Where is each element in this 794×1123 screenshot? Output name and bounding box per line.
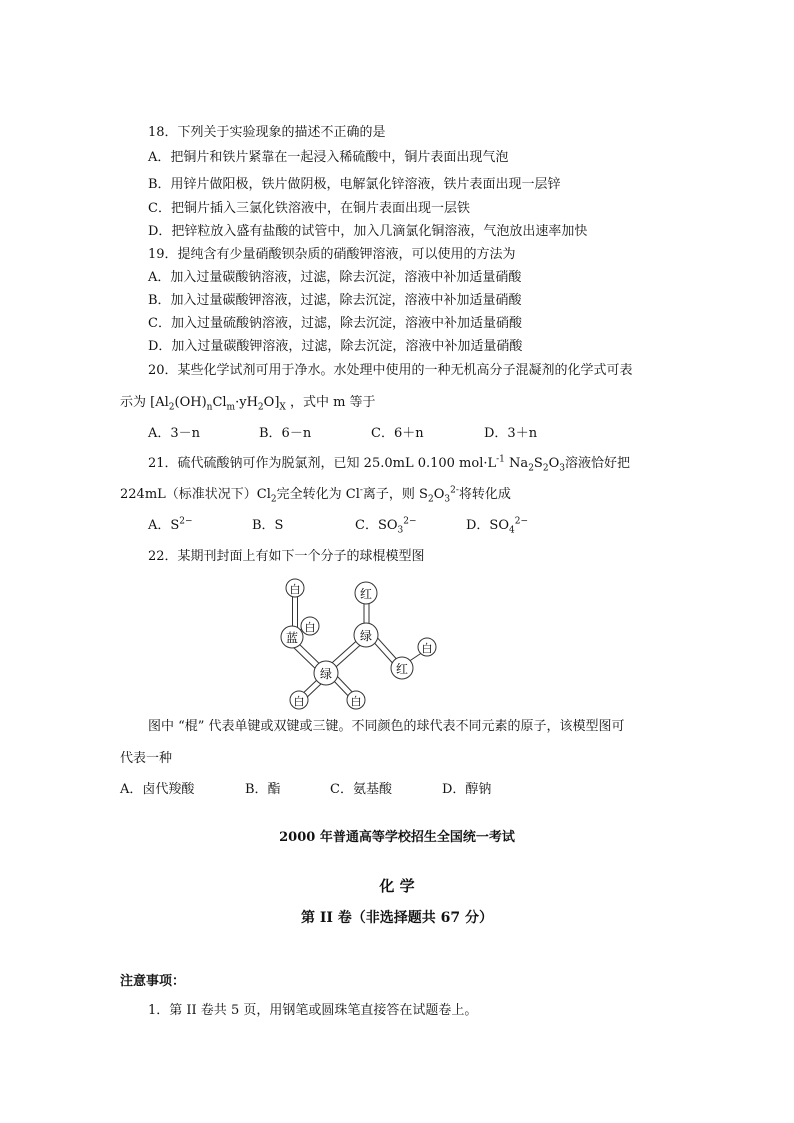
q22-description-line1: 图中 “棍” 代表单键或双键或三键。不同颜色的球代表不同元素的原子，该模型图可 <box>148 719 625 734</box>
atom-green-top <box>354 623 378 647</box>
exam-title: 2000 年普通高等学校招生全国统一考试 <box>279 830 515 845</box>
q20-option-d: D．3＋n <box>484 426 538 441</box>
q21-stem-line2: 224mL（标准状况下）$Cl_2$完全转化为 Cl-离子，则 $S_2O_3^{2-}$将转化成 <box>120 485 511 505</box>
notes-title: 注意事项： <box>120 974 186 989</box>
atom-label: 红 <box>395 662 409 676</box>
atom-label: 白 <box>350 695 362 708</box>
q18-option-a: A．把铜片和铁片紧靠在一起浸入稀硫酸中，铜片表面出现气泡 <box>148 150 509 165</box>
q20-option-a: A．3－n <box>148 426 201 441</box>
atom-green-bottom <box>314 661 338 685</box>
atom-white-bottom-right <box>347 691 365 709</box>
atom-white-right <box>418 638 436 656</box>
q19-option-c: C．加入过量硫酸钠溶液，过滤，除去沉淀，溶液中补加适量硝酸 <box>148 316 522 331</box>
q20-stem-line1: 20．某些化学试剂可用于净水。水处理中使用的一种无机高分子混凝剂的化学式可表 <box>148 363 633 378</box>
q20-option-b: B．6－n <box>259 426 312 441</box>
q21-option-d: D．$SO_4^{2-}$ <box>466 516 529 536</box>
q19-stem: 19．提纯含有少量硝酸钡杂质的硝酸钾溶液，可以使用的方法为 <box>148 247 516 262</box>
q19-option-d: D．加入过量碳酸钾溶液，过滤，除去沉淀，溶液中补加适量硝酸 <box>148 339 523 354</box>
atom-red-top <box>355 582 377 604</box>
atom-label: 白 <box>304 621 316 634</box>
subject-title: 化 学 <box>379 877 415 895</box>
atom-label: 白 <box>293 695 305 708</box>
q22-option-a: A．卤代羧酸 <box>120 782 195 797</box>
q22-description-line2: 代表一种 <box>120 751 173 766</box>
q19-option-b: B．加入过量碳酸钾溶液，过滤，除去沉淀，溶液中补加适量硝酸 <box>148 293 522 308</box>
atom-label: 绿 <box>319 667 333 681</box>
q21-option-c: C．$SO_3^{2-}$ <box>355 516 417 536</box>
atoms <box>281 579 436 709</box>
q18-option-c: C．把铜片插入三氯化铁溶液中，在铜片表面出现一层铁 <box>148 201 470 216</box>
note-1: 1．第 II 卷共 5 页，用钢笔或圆珠笔直接答在试题卷上。 <box>148 1003 478 1018</box>
atom-label: 白 <box>421 642 433 655</box>
volume-title: 第 II 卷（非选择题共 67 分） <box>300 910 494 926</box>
q18-option-b: B．用锌片做阳极，铁片做阴极，电解氯化锌溶液，铁片表面出现一层锌 <box>148 177 561 192</box>
q21-stem-line1: 21．硫代硫酸钠可作为脱氯剂，已知 25.0mL 0.100 $mol\cdot L^{-1}$ $Na_2S_2O_3$溶液恰好把 <box>148 454 630 474</box>
atom-label: 红 <box>359 587 373 601</box>
q21-option-a: A．$S^{2-}$ <box>148 516 193 533</box>
atom-white-top <box>286 579 304 597</box>
atom-label: 白 <box>289 583 301 596</box>
q22-option-d: D．醇钠 <box>442 782 492 797</box>
q19-option-a: A．加入过量碳酸钠溶液，过滤，除去沉淀，溶液中补加适量硝酸 <box>148 270 522 285</box>
atom-blue <box>281 626 303 648</box>
q18-option-d: D．把锌粒放入盛有盐酸的试管中，加入几滴氯化铜溶液，气泡放出速率加快 <box>148 224 588 239</box>
q22-stem: 22．某期刊封面上有如下一个分子的球棍模型图 <box>148 549 425 564</box>
q21-option-b: B．S <box>252 518 284 533</box>
q22-option-c: C．氨基酸 <box>330 782 392 797</box>
atom-white-bottom-left <box>290 691 308 709</box>
atom-label: 绿 <box>359 629 373 643</box>
ball-and-stick-model <box>270 576 450 716</box>
q22-option-b: B．酯 <box>245 782 281 797</box>
atom-red-right <box>391 657 413 679</box>
atom-white-small <box>301 617 319 635</box>
q20-option-c: C．6＋n <box>371 426 424 441</box>
q18-stem: 18．下列关于实验现象的描述不正确的是 <box>148 125 386 140</box>
atom-label: 蓝 <box>285 631 299 645</box>
q20-stem-line2: 示为 $[Al_2(OH)_nCl_m\cdot yH_2O]_X$ ，式中 m 等于 <box>120 395 376 413</box>
